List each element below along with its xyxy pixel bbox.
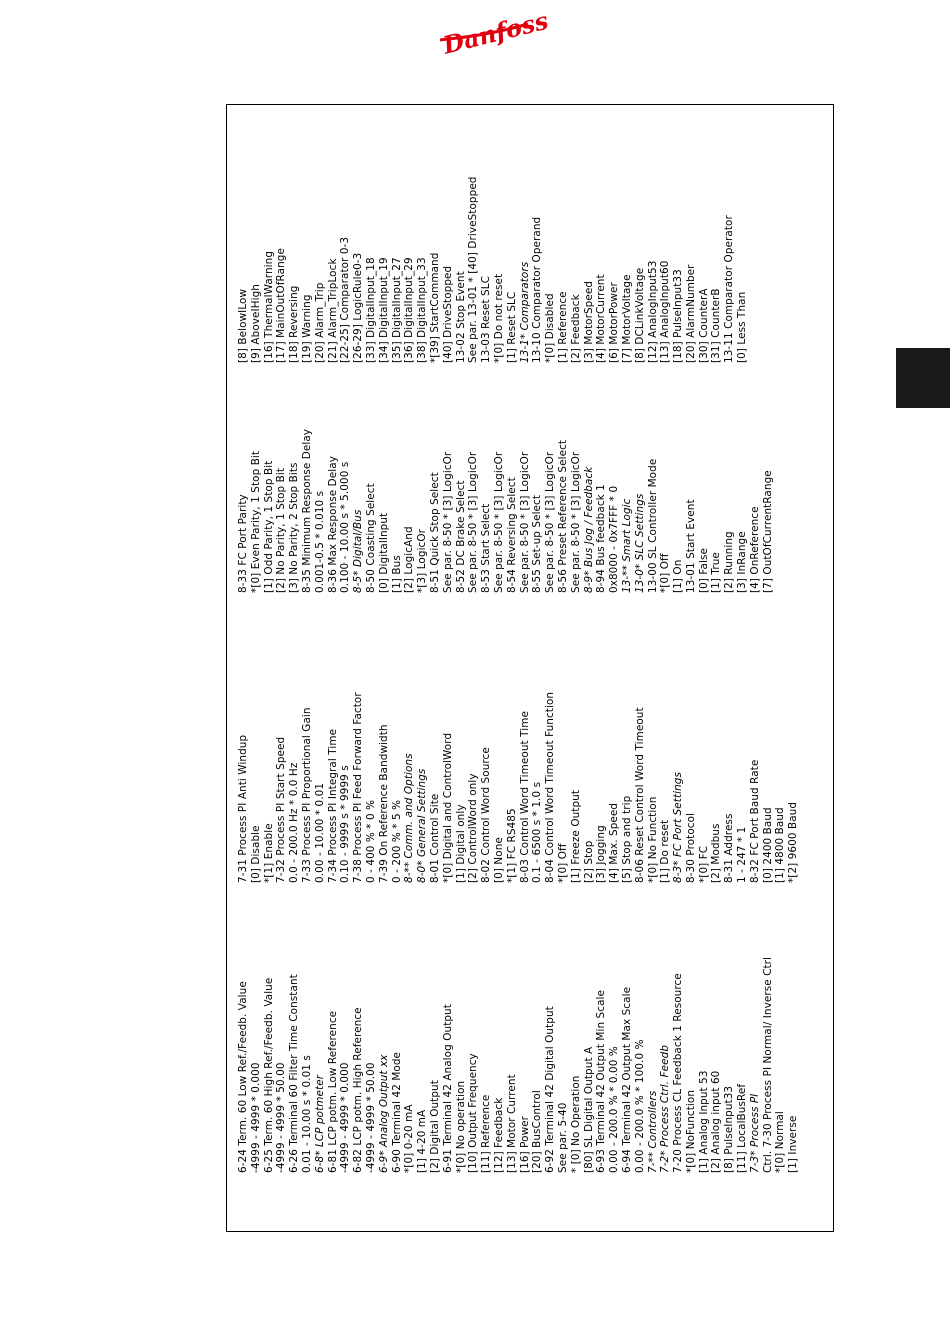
- parameter-line: [38] DigitalInput_33: [416, 257, 429, 363]
- parameter-line: *[39] StartCommand: [428, 252, 441, 363]
- parameter-line: *[0] 0-20 mA: [403, 1104, 416, 1173]
- parameter-line: [40] DriveStopped: [441, 265, 454, 363]
- parameter-line: 0.1 - 6500 s * 1.0 s: [531, 781, 544, 883]
- parameter-line: 13-10 Comparator Operand: [531, 216, 544, 363]
- parameter-line: See par. 8-50 * [3] LogicOr: [518, 451, 531, 593]
- parameter-line: [34] DigitalInput_19: [377, 257, 390, 363]
- parameter-line: [20] AlarmNumber: [684, 264, 697, 363]
- parameter-line: 6-24 Term. 60 Low Ref./Feedb. Value: [237, 981, 249, 1173]
- parameter-line: 8-30 Protocol: [684, 812, 697, 883]
- parameter-line: [2] Stop: [582, 840, 595, 883]
- parameter-line: -4999 - 4999 * 50.00: [275, 1062, 288, 1173]
- parameter-line: [0] DigitalInput: [377, 512, 390, 593]
- parameter-line: 8-06 Reset Control Word Timeout: [633, 707, 646, 883]
- parameter-line: 8-53 Start Select: [480, 503, 493, 593]
- parameter-line: 0.01 - 10.00 s * 0.01 s: [300, 1055, 313, 1173]
- parameter-line: 8-3* FC Port Settings: [672, 772, 685, 883]
- parameter-line: 13-** Smart Logic: [620, 498, 633, 593]
- parameter-line: [1] True: [710, 552, 723, 593]
- parameter-line: [13] AnalogInput60: [659, 260, 672, 363]
- parameter-line: [5] Stop and trip: [620, 795, 633, 883]
- parameter-line: 7-** Controllers: [646, 1090, 659, 1173]
- parameter-line: *[0] FC: [697, 845, 710, 883]
- parameter-line: *[0] Disabled: [544, 293, 557, 363]
- parameter-line: [13] Motor Current: [505, 1074, 518, 1173]
- parameter-line: [17] MainOutOfRange: [275, 248, 288, 363]
- parameter-line: [0] None: [492, 837, 505, 883]
- parameter-line: 8-56 Preset Reference Select: [556, 439, 569, 593]
- parameter-line: 8-51 Quick Stop Select: [428, 472, 441, 593]
- parameter-line: 0 - 200 % * 5 %: [390, 799, 403, 883]
- parameter-line: 8-31 Address: [723, 813, 736, 883]
- parameter-line: [2] Analog input 60: [710, 1070, 723, 1173]
- parameter-line: *[0] Digital and ControlWord: [441, 732, 454, 883]
- parameter-line: *[0] Off: [556, 843, 569, 883]
- parameter-line: [2] Feedback: [569, 294, 582, 363]
- parameter-line: 8-** Comm. and Options: [403, 753, 416, 883]
- parameter-line: 1 - 247 * 1: [736, 826, 749, 883]
- parameter-line: [1] Do reset: [659, 819, 672, 883]
- parameter-line: 8-54 Reversing Select: [505, 477, 518, 593]
- parameter-line: 6-94 Terminal 42 Output Max Scale: [620, 986, 633, 1173]
- parameter-line: [4] Max. Speed: [608, 802, 621, 883]
- parameter-line: [36] DigitalInput_29: [403, 257, 416, 363]
- parameter-line: [16] Power: [518, 1115, 531, 1173]
- parameter-line: 0.00 - 200.0 % * 0.00 %: [608, 1046, 621, 1173]
- parameter-line: 8-52 DC Brake Select: [454, 480, 467, 593]
- parameter-line: [2] ControlWord only: [467, 773, 480, 883]
- parameter-line: *[0] Normal: [774, 1111, 787, 1173]
- parameter-line: 8-04 Control Word Timeout Function: [544, 691, 557, 883]
- parameter-line: [7] OutOfCurrentRange: [761, 470, 774, 593]
- column-1: [237, 957, 800, 1173]
- parameter-line: [11] Reference: [480, 1094, 493, 1173]
- parameter-line: [18] Reversing: [288, 285, 301, 363]
- parameter-line: *[0] Even Parity, 1 Stop Bit: [249, 450, 262, 593]
- parameter-line: [21] Alarm_TripLock: [326, 258, 339, 363]
- parameter-line: 0.10 - 9999 s * 9999 s: [339, 765, 352, 883]
- parameter-line: [0] Disable: [249, 825, 262, 883]
- parameter-line: [20] BusControl: [531, 1090, 544, 1173]
- parameter-line: See par. 8-50 * [3] LogicOr: [492, 451, 505, 593]
- parameter-line: [3] MotorSpeed: [582, 280, 595, 363]
- parameter-line: [8] PulseInput33: [723, 1085, 736, 1173]
- parameter-line: [1] On: [672, 559, 685, 593]
- parameter-line: 6-82 LCP potm. High Reference: [352, 1007, 365, 1173]
- parameter-line: 0.001-0.5 * 0.010 s: [313, 490, 326, 593]
- parameter-line: [1] Freeze Output: [569, 789, 582, 883]
- parameter-line: 13-00 SL Controller Mode: [646, 458, 659, 593]
- parameter-line: [1] Reference: [556, 291, 569, 363]
- parameter-line: 0.0 - 200.0 Hz * 0.0 Hz: [288, 762, 301, 883]
- parameter-list-frame: [226, 104, 834, 1232]
- svg-text:Danfoss: Danfoss: [440, 5, 552, 60]
- parameter-line: *[0] NoFunction: [684, 1089, 697, 1173]
- parameter-line: *[0] Do not reset: [492, 273, 505, 363]
- parameter-line: * [0] No Operation: [569, 1075, 582, 1173]
- parameter-line: 8-94 Bus feedback 1: [595, 484, 608, 593]
- parameter-line: [1] Digital only: [454, 804, 467, 883]
- parameter-line: [8] DCLinkVoltage: [633, 267, 646, 363]
- parameter-line: 8-0* General Settings: [416, 768, 429, 883]
- parameter-line: *[1] FC RS485: [505, 808, 518, 883]
- parameter-line: [35] DigitalInput_27: [390, 257, 403, 363]
- parameter-line: [4] MotorCurrent: [595, 274, 608, 363]
- parameter-line: 7-31 Process PI Anti Windup: [237, 734, 249, 883]
- parameter-line: [1] Analog Input 53: [697, 1070, 710, 1173]
- parameter-line: [18] PulseInput33: [672, 269, 685, 363]
- parameter-line: [80] SL Digital Output A: [582, 1046, 595, 1173]
- parameter-line: [2] LogicAnd: [403, 526, 416, 593]
- parameter-line: [11] LocalBusRef: [736, 1083, 749, 1173]
- parameter-line: [2] No Parity, 1 Stop Bit: [275, 467, 288, 593]
- parameter-line: See par. 8-50 * [3] LogicOr: [441, 451, 454, 593]
- parameter-line: 6-9* Analog Output xx: [377, 1054, 390, 1173]
- parameter-line: 8-50 Coasting Select: [364, 483, 377, 593]
- parameter-line: [0] 2400 Baud: [761, 807, 774, 883]
- parameter-line: [33] DigitalInput_18: [364, 257, 377, 363]
- parameter-line: 7-39 On Reference Bandwidth: [377, 724, 390, 883]
- parameter-line: 6-26 Terminal 60 Filter Time Constant: [288, 974, 301, 1173]
- parameter-line: 6-90 Terminal 42 Mode: [390, 1051, 403, 1173]
- column-2: [237, 692, 800, 883]
- parameter-line: 13-01 Start Event: [684, 499, 697, 593]
- chapter-tab: [896, 348, 950, 408]
- parameter-line: 0.00 - 200.0 % * 100.0 %: [633, 1039, 646, 1173]
- parameter-line: [2] Modbus: [710, 823, 723, 883]
- parameter-line: [10] Output Frequency: [467, 1053, 480, 1173]
- parameter-line: [3] InRange: [736, 531, 749, 593]
- parameter-line: [3] Jogging: [595, 825, 608, 883]
- parameter-line: [30] CounterA: [697, 288, 710, 363]
- parameter-line: 13-11 Comparator Operator: [723, 215, 736, 363]
- parameter-line: 7-38 Process PI Feed Forward Factor: [352, 692, 365, 883]
- parameter-line: 8-02 Control Word Source: [480, 747, 493, 883]
- parameter-line: 13-0* SLC Settings: [633, 493, 646, 593]
- parameter-line: *[0] No operation: [454, 1080, 467, 1173]
- parameter-line: See par. 5-40: [556, 1102, 569, 1173]
- parameter-line: [1] Odd Parity, 1 Stop Bit: [262, 460, 275, 593]
- parameter-line: See par. 8-50 * [3] LogicOr: [544, 451, 557, 593]
- parameter-line: 8-36 Max Response Delay: [326, 456, 339, 593]
- parameter-line: [12] Feedback: [492, 1097, 505, 1173]
- parameter-line: *[0] No Function: [646, 796, 659, 883]
- column-3: [237, 429, 774, 593]
- parameter-line: 8-55 Set-up Select: [531, 494, 544, 593]
- parameter-line: *[2] 9600 Baud: [787, 801, 800, 883]
- parameter-line: [2] Digital Output: [428, 1080, 441, 1173]
- parameter-line: 7-33 Process PI Proportional Gain: [300, 707, 313, 883]
- column-4: [237, 176, 749, 363]
- parameter-line: [2] Running: [723, 531, 736, 593]
- parameter-line: 8-9* Bus Jog / Feedback: [582, 466, 595, 593]
- parameter-line: 7-20 Process CL Feedback 1 Resource: [672, 973, 685, 1173]
- parameter-line: 8-32 FC Port Baud Rate: [748, 759, 761, 883]
- parameter-line: [1] Bus: [390, 555, 403, 593]
- parameter-line: [1] Reset SLC: [505, 291, 518, 363]
- parameter-line: [1] 4-20 mA: [416, 1109, 429, 1173]
- parameter-line: 6-93 Terminal 42 Output Min Scale: [595, 989, 608, 1173]
- parameter-line: 0.100 - 10.00 s * 5.000 s: [339, 461, 352, 593]
- parameter-line: 7-34 Process PI Integral Time: [326, 728, 339, 883]
- parameter-line: [22-25] Comparator 0-3: [339, 236, 352, 363]
- parameter-line: 6-92 Terminal 42 Digital Output: [544, 1006, 557, 1173]
- parameter-line: [9] AboveIHigh: [249, 284, 262, 363]
- parameter-line: 0 - 400 % * 0 %: [364, 799, 377, 883]
- parameter-line: 6-81 LCP potm. Low Reference: [326, 1010, 339, 1173]
- parameter-line: [7] MotorVoltage: [620, 274, 633, 363]
- parameter-line: 0x8000 - 0x7FFF * 0: [608, 485, 621, 593]
- parameter-line: *[3] LogicOr: [416, 528, 429, 593]
- danfoss-logo: [436, 5, 552, 60]
- parameter-line: [1] Inverse: [787, 1115, 800, 1173]
- parameter-line: [3] No Parity, 2 Stop Bits: [288, 462, 301, 593]
- parameter-line: [1] 4800 Baud: [774, 807, 787, 883]
- parameter-line: 13-1* Comparators: [518, 261, 531, 363]
- parameter-line: See par. 8-50 * [3] LogicOr: [467, 451, 480, 593]
- parameter-line: 8-03 Control Word Timeout Time: [518, 711, 531, 883]
- parameter-line: -4999 - 4999 * 0.000: [339, 1062, 352, 1173]
- parameter-line: [0] False: [697, 547, 710, 593]
- parameter-line: 8-5* Digital/Bus: [352, 509, 365, 593]
- parameter-line: See par. 8-50 * [3] LogicOr: [569, 451, 582, 593]
- parameter-line: -4999 - 4999 * 50.00: [364, 1062, 377, 1173]
- parameter-line: 7-2* Process Ctrl. Feedb: [659, 1044, 672, 1173]
- parameter-line: See par. 13-01 * [40] DriveStopped: [467, 176, 480, 363]
- parameter-line: 7-3* Process PI: [748, 1093, 761, 1173]
- parameter-line: *[1] Enable: [262, 823, 275, 883]
- parameter-line: 6-91 Terminal 42 Analog Output: [441, 1004, 454, 1173]
- parameter-line: [6] MotorPower: [608, 282, 621, 363]
- parameter-line: 0.00 - 10.00 * 0.01: [313, 782, 326, 883]
- parameter-line: 8-33 FC Port Parity: [237, 494, 249, 593]
- parameter-line: 6-25 Term. 60 High Ref./Feedb. Value: [262, 977, 275, 1173]
- parameter-line: 13-02 Stop Event: [454, 271, 467, 363]
- parameter-line: 6-8* LCP potmeter: [313, 1074, 326, 1173]
- parameter-line: Ctrl. 7-30 Process PI Normal/ Inverse Ctrl: [761, 957, 774, 1173]
- parameter-line: 8-01 Control Site: [428, 793, 441, 883]
- parameter-line: [19] Warning: [300, 294, 313, 363]
- parameter-line: *[0] Off: [659, 553, 672, 593]
- parameter-line: 13-03 Reset SLC: [480, 276, 493, 363]
- parameter-line: [4] OnReference: [748, 506, 761, 593]
- parameter-line: [16] ThermalWarning: [262, 250, 275, 363]
- parameter-line: [8] BelowILow: [237, 288, 249, 363]
- parameter-line: [26-29] LogicRule0-3: [352, 252, 365, 363]
- parameter-line: [0] Less Than: [736, 291, 749, 363]
- parameter-line: 8-35 Minimum Response Delay: [300, 428, 313, 593]
- parameter-line: 7-32 Process PI Start Speed: [275, 736, 288, 883]
- parameter-line: [20] Alarm_Trip: [313, 282, 326, 363]
- parameter-line: [31] CounterB: [710, 288, 723, 363]
- parameter-line: -4999 - 4999 * 0.000: [249, 1062, 262, 1173]
- rotated-content: [227, 105, 835, 1233]
- parameter-line: [12] AnalogInput53: [646, 260, 659, 363]
